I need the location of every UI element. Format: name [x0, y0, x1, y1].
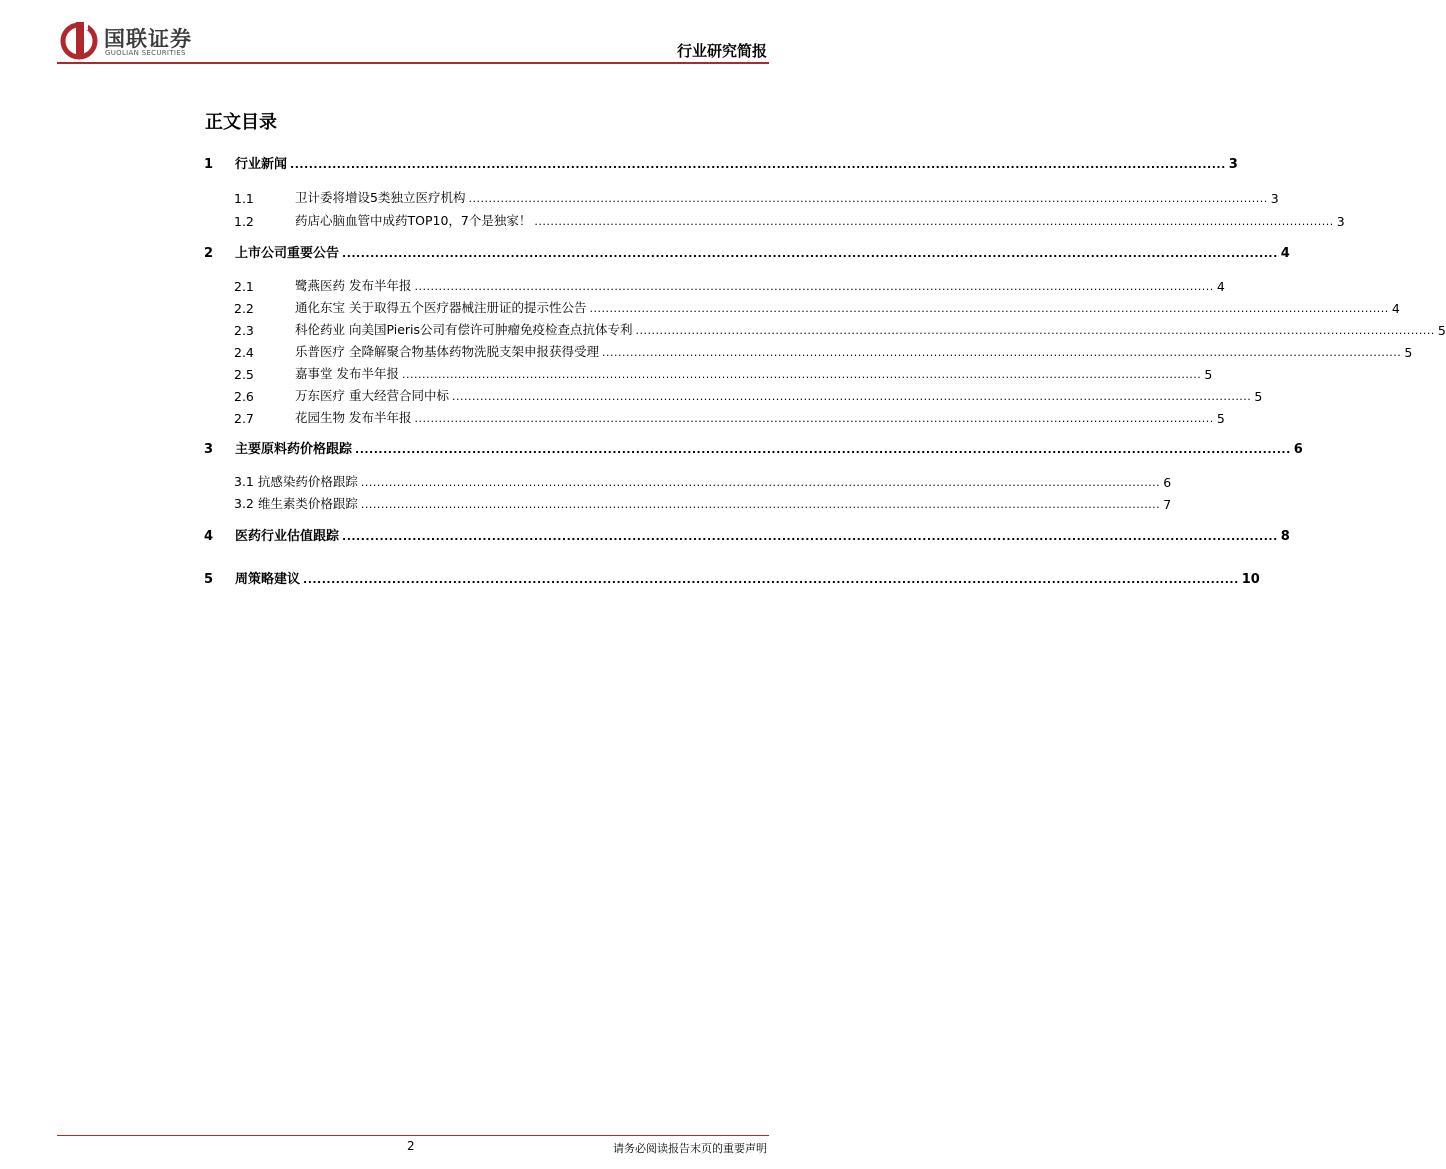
toc-entry-label: 药店心脑血管中成药TOP10，7个是独家！: [295, 213, 532, 228]
toc-entry-number: 1.2: [234, 214, 254, 229]
toc-leader-dots: ........................................................................................................................................................................................................: [303, 573, 1239, 586]
toc-entry-page: 4: [1391, 301, 1400, 316]
toc-entry[interactable]: [0, 318, 1446, 338]
toc-leader-dots: ........................................................................................................................................................................................................: [451, 390, 1252, 403]
toc-entry-label: 上市公司重要公告: [235, 246, 340, 261]
toc-entry-label: 3.1 抗感染药价格跟踪: [234, 474, 358, 489]
toc-entry-page: 5: [1216, 411, 1225, 426]
toc-leader-dots: ........................................................................................................................................................................................................: [401, 368, 1202, 381]
toc-leader-dots: ........................................................................................................................................................................................................: [360, 498, 1161, 511]
toc-leader-dots: ........................................................................................................................................................................................................: [360, 476, 1161, 489]
toc-leader-dots: ........................................................................................................................................................................................................: [414, 412, 1214, 425]
toc-entry[interactable]: [0, 384, 1263, 404]
toc-entry-number: 1.1: [234, 191, 254, 206]
toc-entry-page: 5: [1254, 389, 1263, 404]
footer-divider: [57, 1135, 769, 1136]
toc-leader-dots: ........................................................................................................................................................................................................: [290, 158, 1226, 171]
toc-entry-number: 2.1: [234, 279, 254, 294]
toc-entry-label: 花园生物 发布半年报: [295, 410, 412, 425]
toc-entry[interactable]: [0, 186, 1279, 206]
toc-entry-page: 3: [1228, 157, 1238, 172]
toc-entry-label: 卫计委将增设5类独立医疗机构: [295, 190, 466, 205]
page-number: 2: [407, 1139, 415, 1153]
toc-entry-page: 3: [1336, 214, 1345, 229]
toc-entry-page: 4: [1216, 279, 1225, 294]
toc-entry-number: 2.5: [234, 367, 254, 382]
header-divider: [57, 62, 769, 64]
toc-leader-dots: ........................................................................................................................................................................................................: [342, 530, 1278, 543]
toc-entry-number: 2.2: [234, 301, 254, 316]
toc-entry[interactable]: [0, 567, 1260, 587]
toc-entry-label: 通化东宝 关于取得五个医疗器械注册证的提示性公告: [295, 300, 587, 315]
logo-text-en: GUOLIAN SECURITIES: [105, 49, 186, 57]
toc-entry-label: 嘉事堂 发布半年报: [295, 366, 399, 381]
page-header: [0, 0, 827, 70]
toc-entry-number: 2: [204, 246, 214, 261]
toc-entry-number: 3: [204, 442, 214, 457]
toc-entry-label: 医药行业估值跟踪: [235, 529, 340, 544]
toc-leader-dots: ........................................................................................................................................................................................................: [601, 346, 1402, 359]
toc-entry[interactable]: [0, 296, 1400, 316]
toc-leader-dots: ........................................................................................................................................................................................................: [468, 192, 1268, 205]
logo-mark-icon: [60, 18, 100, 62]
toc-entry-number: 2.6: [234, 389, 254, 404]
toc-entry-label: 行业新闻: [235, 157, 288, 172]
disclaimer-note: 请务必阅读报告末页的重要声明: [613, 1142, 767, 1155]
toc-entry[interactable]: [0, 437, 1303, 457]
toc-entry-label: 乐普医疗 全降解聚合物基体药物洗脱支架申报获得受理: [295, 344, 599, 359]
toc-entry[interactable]: [0, 274, 1225, 294]
toc-entry-number: 2.3: [234, 323, 254, 338]
toc-entry-number: 2.7: [234, 411, 254, 426]
toc-entry-label: 周策略建议: [235, 572, 301, 587]
toc-entry-page: 6: [1293, 442, 1303, 457]
toc-entry[interactable]: [0, 362, 1213, 382]
toc-leader-dots: ........................................................................................................................................................................................................: [534, 215, 1334, 228]
toc-leader-dots: ........................................................................................................................................................................................................: [342, 247, 1278, 260]
toc-leader-dots: ........................................................................................................................................................................................................: [414, 280, 1214, 293]
logo-text-cn: 国联证券: [104, 27, 192, 51]
toc-entry-page: 5: [1437, 323, 1446, 338]
toc-entry-number: 1: [204, 157, 214, 172]
toc-leader-dots: ........................................................................................................................................................................................................: [355, 443, 1291, 456]
company-logo: [60, 18, 220, 62]
toc-heading: 正文目录: [205, 112, 277, 133]
toc-entry-page: 10: [1241, 572, 1260, 587]
toc-leader-dots: ........................................................................................................................................................................................................: [589, 302, 1389, 315]
toc-entry-label: 主要原料药价格跟踪: [235, 442, 353, 457]
toc-entry-number: 4: [204, 529, 214, 544]
toc-entry-page: 3: [1270, 191, 1279, 206]
toc-entry[interactable]: [0, 209, 1345, 229]
toc-entry-number: 2.4: [234, 345, 254, 360]
toc-entry[interactable]: [0, 241, 1290, 261]
toc-entry-page: 5: [1204, 367, 1213, 382]
toc-entry-label: 万东医疗 重大经营合同中标: [295, 388, 449, 403]
toc-entry-label: 鹭燕医药 发布半年报: [295, 278, 412, 293]
toc-entry-label: 科伦药业 向美国Pieris公司有偿许可肿瘤免疫检查点抗体专利: [295, 322, 633, 337]
report-type-label: 行业研究简报: [676, 42, 767, 60]
toc-entry[interactable]: [0, 406, 1225, 426]
toc-entry-page: 5: [1404, 345, 1413, 360]
toc-entry[interactable]: [0, 152, 1238, 172]
toc-entry-page: 8: [1280, 529, 1290, 544]
toc-leader-dots: ........................................................................................................................................................................................................: [635, 324, 1435, 337]
toc-entry-number: 5: [204, 572, 214, 587]
toc-entry-label: 3.2 维生素类价格跟踪: [234, 496, 358, 511]
toc-entry[interactable]: [0, 524, 1290, 544]
toc-entry-page: 4: [1280, 246, 1290, 261]
toc-entry[interactable]: [0, 470, 1172, 490]
toc-entry[interactable]: [0, 340, 1413, 360]
toc-entry-page: 7: [1163, 497, 1172, 512]
toc-entry-page: 6: [1163, 475, 1172, 490]
toc-entry[interactable]: [0, 492, 1172, 512]
